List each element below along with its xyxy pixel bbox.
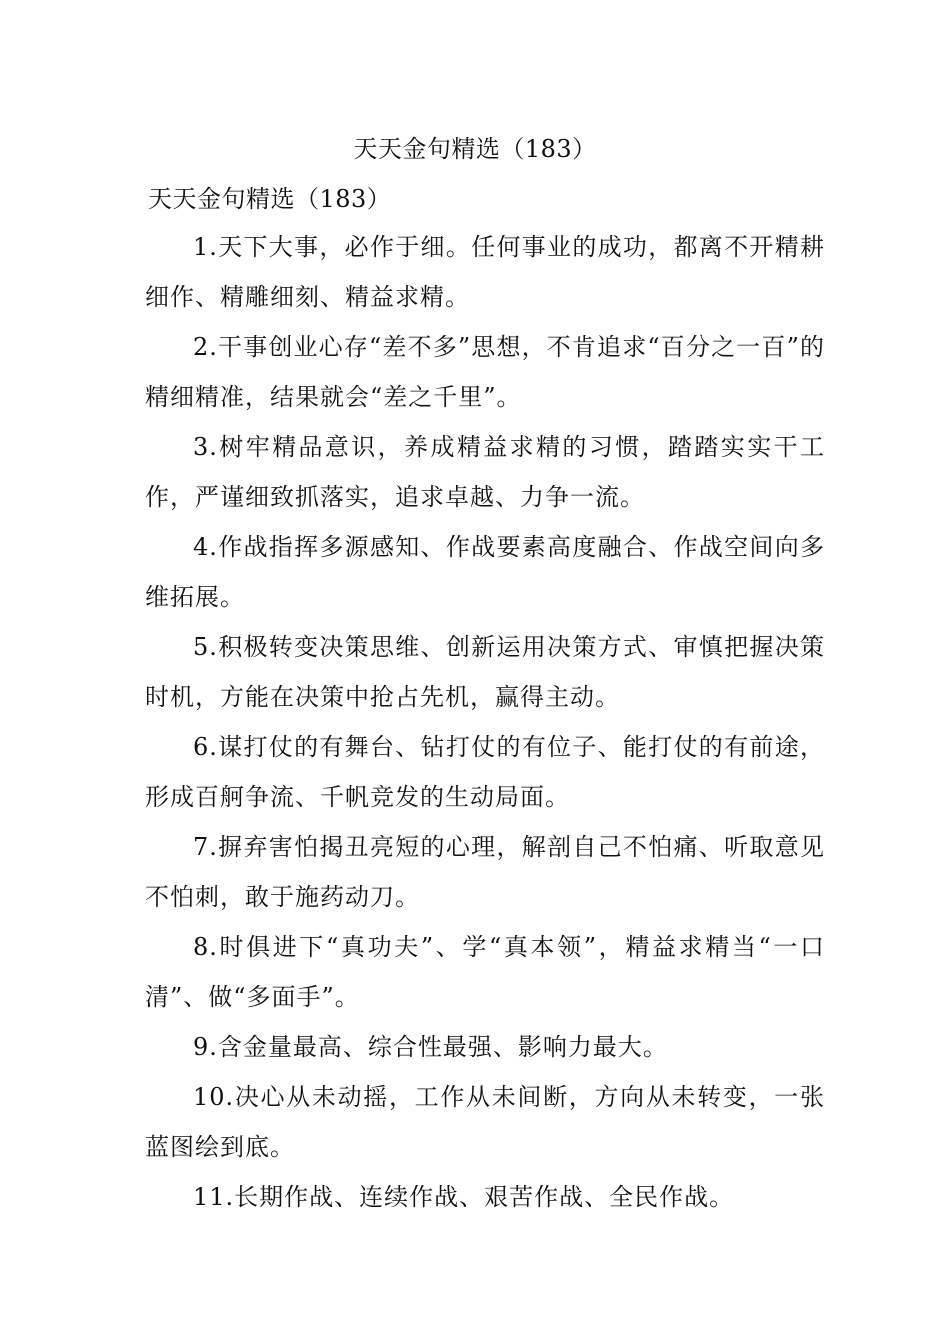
quote-paragraph-1: 1.天下大事，必作于细。任何事业的成功，都离不开精耕细作、精雕细刻、精益求精。: [145, 233, 825, 311]
quote-paragraph-3: 3.树牢精品意识，养成精益求精的习惯，踏踏实实干工作，严谨细致抓落实，追求卓越、力争一流。: [145, 433, 825, 511]
quote-paragraph-8: 8.时俱进下“真功夫”、学“真本领”，精益求精当“一口清”、做“多面手”。: [145, 933, 825, 1011]
quote-paragraph-6: 6.谋打仗的有舞台、钻打仗的有位子、能打仗的有前途，形成百舸争流、千帆竞发的生动局面。: [145, 733, 825, 811]
quote-paragraph-7: 7.摒弃害怕揭丑亮短的心理，解剖自己不怕痛、听取意见不怕刺，敢于施药动刀。: [145, 833, 825, 911]
document-body: [145, 222, 825, 1222]
quote-paragraph-11: 11.长期作战、连续作战、艰苦作战、全民作战。: [193, 1183, 735, 1211]
quote-paragraph-5: 5.积极转变决策思维、创新运用决策方式、审慎把握决策时机，方能在决策中抢占先机，赢得主动。: [145, 633, 825, 711]
quote-paragraph-10: 10.决心从未动摇，工作从未间断，方向从未转变，一张蓝图绘到底。: [145, 1083, 825, 1161]
quote-paragraph-4: 4.作战指挥多源感知、作战要素高度融合、作战空间向多维拓展。: [145, 533, 825, 611]
quote-paragraph-2: 2.干事创业心存“差不多”思想，不肯追求“百分之一百”的精细精准，结果就会“差之千里”。: [145, 333, 825, 411]
document-subtitle: 天天金句精选（183）: [148, 185, 392, 213]
quote-paragraph-9: 9.含金量最高、综合性最强、影响力最大。: [193, 1033, 668, 1061]
document-title: 天天金句精选（183）: [353, 135, 597, 163]
